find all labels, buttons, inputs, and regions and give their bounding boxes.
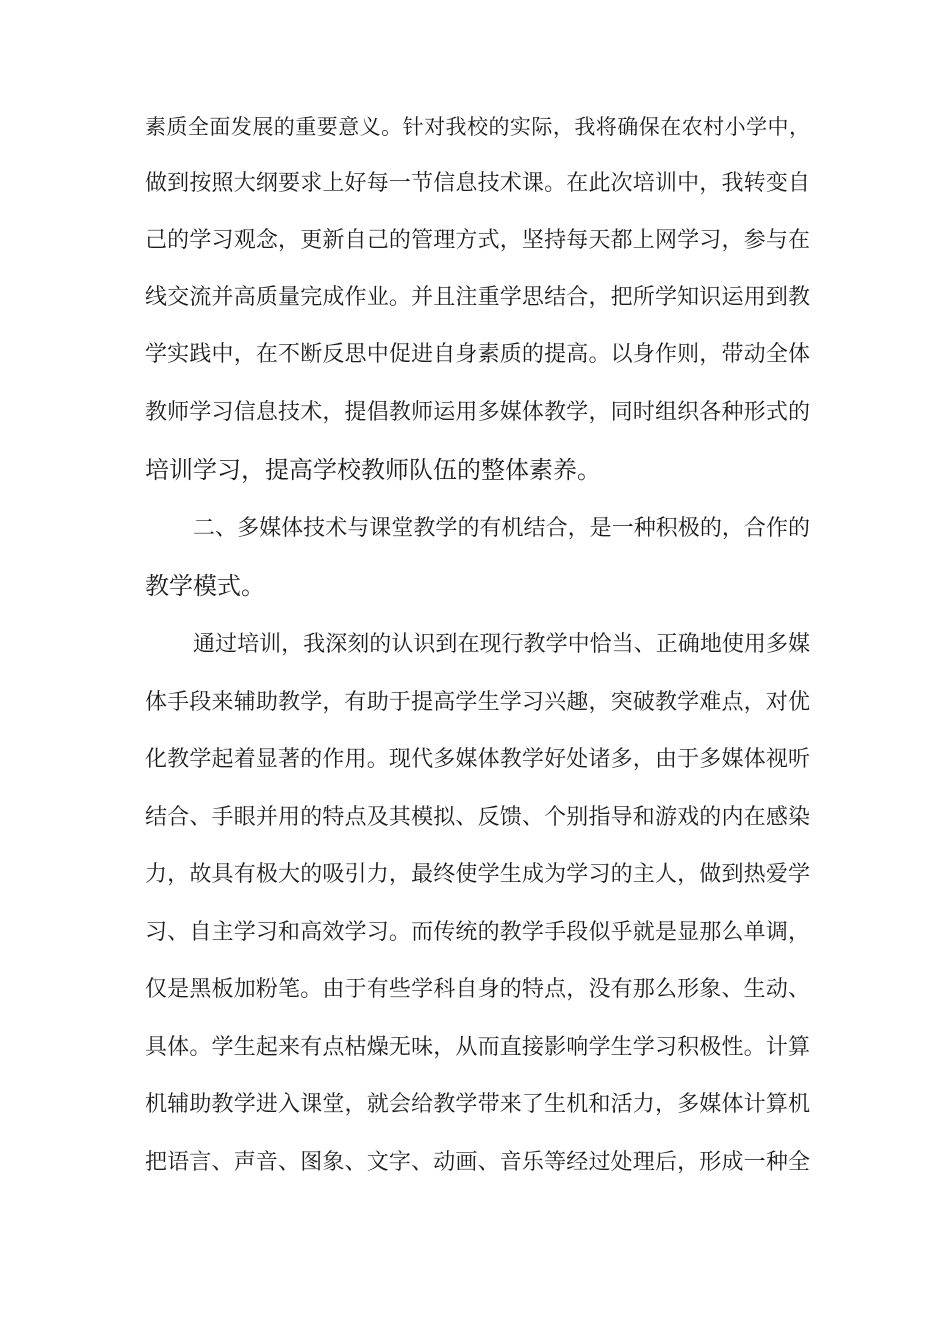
section-heading-line: 二、多媒体技术与课堂教学的有机结合，是一种积极的，合作的 bbox=[193, 516, 810, 541]
paragraph-line: 培训学习，提高学校教师队伍的整体素养。 bbox=[145, 456, 601, 484]
paragraph-line: 机辅助教学进入课堂，就会给教学带来了生机和活力，多媒体计算机 bbox=[145, 1092, 810, 1117]
paragraph-line: 力，故具有极大的吸引力，最终使学生成为学习的主人，做到热爱学 bbox=[145, 862, 810, 887]
paragraph-line: 教师学习信息技术，提倡教师运用多媒体教学，同时组织各种形式的 bbox=[145, 400, 810, 425]
paragraph-line: 学实践中，在不断反思中促进自身素质的提高。以身作则，带动全体 bbox=[145, 342, 810, 367]
paragraph-line: 具体。学生起来有点枯燥无味，从而直接影响学生学习积极性。计算 bbox=[145, 1035, 810, 1060]
paragraph-line: 仅是黑板加粉笔。由于有些学科自身的特点，没有那么形象、生动、 bbox=[145, 977, 810, 1002]
paragraph-line: 通过培训，我深刻的认识到在现行教学中恰当、正确地使用多媒 bbox=[193, 632, 810, 657]
paragraph-line: 把语言、声音、图象、文字、动画、音乐等经过处理后，形成一种全 bbox=[145, 1150, 810, 1175]
paragraph-line: 做到按照大纲要求上好每一节信息技术课。在此次培训中，我转变自 bbox=[145, 171, 810, 196]
paragraph-line: 习、自主学习和高效学习。而传统的教学手段似乎就是显那么单调， bbox=[145, 920, 810, 945]
paragraph-line: 线交流并高质量完成作业。并且注重学思结合，把所学知识运用到教 bbox=[145, 285, 810, 310]
paragraph-line: 化教学起着显著的作用。现代多媒体教学好处诸多，由于多媒体视听 bbox=[145, 747, 810, 772]
paragraph-line: 素质全面发展的重要意义。针对我校的实际，我将确保在农村小学中， bbox=[145, 115, 810, 139]
paragraph-line: 结合、手眼并用的特点及其模拟、反馈、个别指导和游戏的内在感染 bbox=[145, 805, 810, 830]
paragraph-line: 体手段来辅助教学，有助于提高学生学习兴趣，突破教学难点，对优 bbox=[145, 690, 810, 715]
paragraph-line: 己的学习观念，更新自己的管理方式，坚持每天都上网学习，参与在 bbox=[145, 228, 810, 253]
section-heading-line: 教学模式。 bbox=[145, 572, 265, 600]
